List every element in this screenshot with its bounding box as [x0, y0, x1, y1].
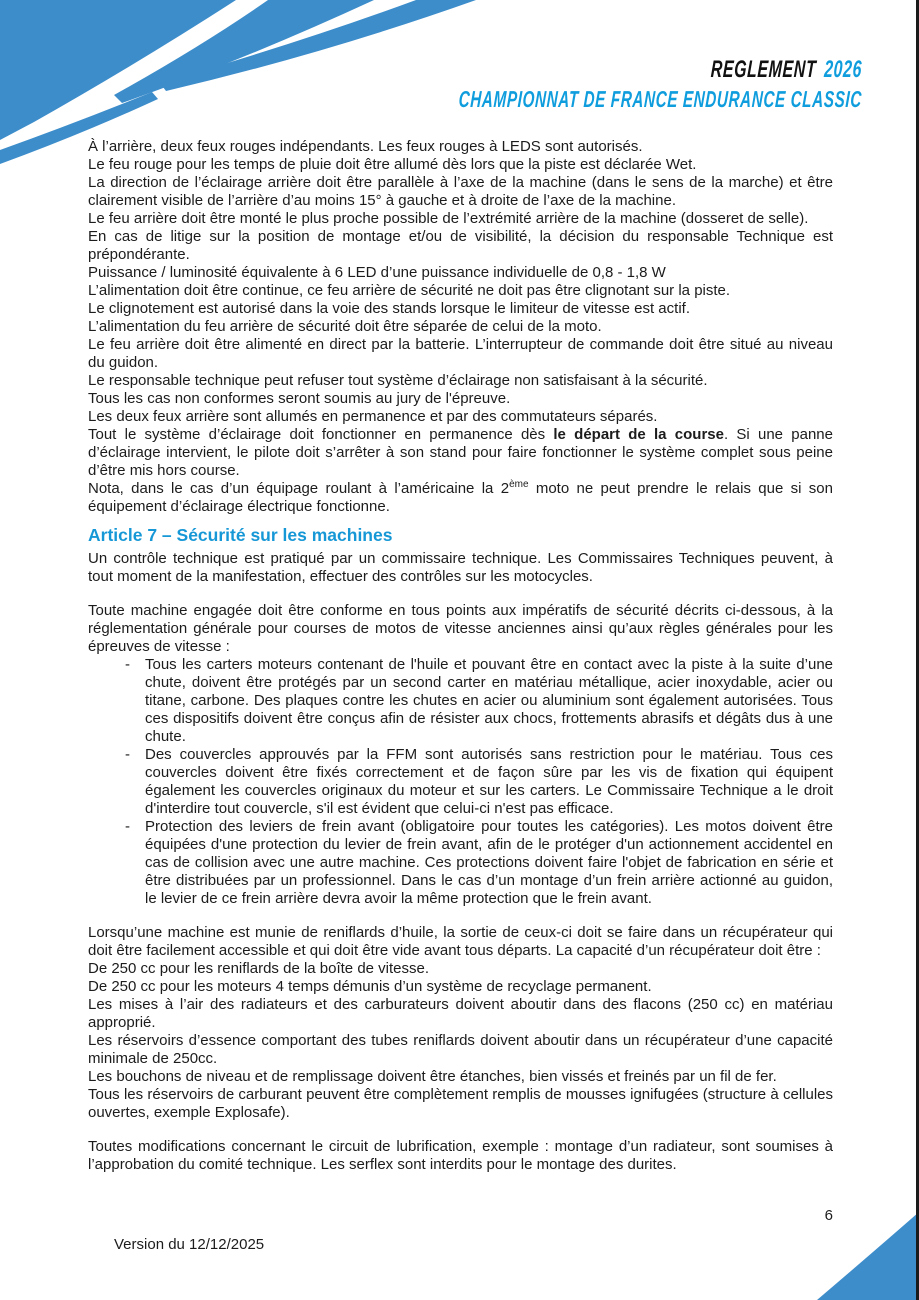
header-title-text: REGLEMENT — [710, 56, 817, 83]
bullet-item — [88, 746, 833, 818]
bullet-list — [88, 656, 833, 908]
bullet-text: Tous les carters moteurs contenant de l'huile et pouvant être en contact avec la piste à la suite d’une chute, doivent être protégés par un second carter en matériau métallique, acier inoxydable, acier ou titane, carbone. Des plaques contre les chutes en acier ou aluminium sont également autorisées. Tous ces dispositifs doivent être conçus afin de résister aux chocs, frottements abrasifs et dégâts dus à une chute. — [145, 656, 833, 745]
header-title — [710, 56, 862, 83]
paragraph: Le feu arrière doit être alimenté en direct par la batterie. L’interrupteur de commande doit être situé au niveau du guidon. — [88, 336, 833, 371]
bullet-item — [88, 656, 833, 746]
header-subtitle: CHAMPIONNAT DE FRANCE ENDURANCE CLASSIC — [458, 86, 863, 112]
bullet-marker: - — [125, 746, 130, 763]
blank-line — [88, 1122, 833, 1138]
bullet-text: Protection des leviers de frein avant (obligatoire pour toutes les catégories). Les motos doivent être équipées d'une protection du levier de frein avant, afin de le protéger d'un actionnement accidentel en cas de collision avec une autre machine. Ces protections doivent faire l'objet de fabrication en série et être distribuées par un professionnel. Dans le cas d’un montage d’un frein arrière actionné au guidon, le levier de ce frein arrière devra avoir la même protection que le frein avant. — [145, 818, 833, 907]
paragraph: Les réservoirs d’essence comportant des tubes reniflards doivent aboutir dans un récupérateur d’une capacité minimale de 250cc. — [88, 1032, 833, 1067]
paragraph: Le feu rouge pour les temps de pluie doit être allumé dès lors que la piste est déclarée Wet. — [88, 156, 697, 173]
paragraph — [88, 426, 833, 480]
header-subtitle-row — [251, 86, 862, 116]
paragraph: Un contrôle technique est pratiqué par un commissaire technique. Les Commissaires Techniques peuvent, à tout moment de la manifestation, effectuer des contrôles sur les motocycles. — [88, 550, 833, 585]
report-header — [251, 56, 862, 116]
corner-triangle-decoration — [817, 1212, 919, 1300]
paragraph-text: moto ne peut prendre le relais que si son équipement d’éclairage électrique fonctionne. — [88, 480, 833, 515]
paragraph-text: . Si une panne d’éclairage intervient, le pilote doit s’arrêter à son stand pour faire fonctionner le système complet sous peine d’être mis hors course. — [88, 426, 833, 479]
document-body — [88, 138, 833, 1174]
paragraph: Le feu arrière doit être monté le plus proche possible de l’extrémité arrière de la machine (dosseret de selle). — [88, 210, 809, 227]
bold-text: le départ de la course — [553, 426, 724, 443]
header-title-row — [251, 56, 862, 86]
paragraph-text: Tout le système d’éclairage doit fonctionner en permanence dès — [88, 426, 554, 443]
paragraph: Les mises à l’air des radiateurs et des carburateurs doivent aboutir dans des flacons (250 cc) en matériau approprié. — [88, 996, 833, 1031]
paragraph: Les deux feux arrière sont allumés en permanence et par des commutateurs séparés. — [88, 408, 658, 425]
bullet-marker: - — [125, 656, 130, 673]
paragraph: Le clignotement est autorisé dans la voie des stands lorsque le limiteur de vitesse est actif. — [88, 300, 690, 317]
bullet-marker: - — [125, 818, 130, 835]
paragraph: Les bouchons de niveau et de remplissage doivent être étanches, bien vissés et freinés par un fil de fer. — [88, 1068, 777, 1085]
paragraph: Lorsqu’une machine est munie de reniflards d’huile, la sortie de ceux-ci doit se faire dans un récupérateur qui doit être facilement accessible et qui doit être vide avant tous départs. La capacité d’un récupérateur doit être : — [88, 924, 833, 959]
article-7-heading: Article 7 – Sécurité sur les machines — [88, 525, 393, 545]
paragraph: Le responsable technique peut refuser tout système d’éclairage non satisfaisant à la sécurité. — [88, 372, 708, 389]
paragraph: Tous les réservoirs de carburant peuvent être complètement remplis de mousses ignifugées (structure à cellules ouvertes, exemple Explosafe). — [88, 1086, 833, 1121]
header-year: 2026 — [823, 56, 863, 83]
bullet-text: Des couvercles approuvés par la FFM sont autorisés sans restriction pour le matériau. Tous ces couvercles doivent être fixés correctement et de façon sûre par les vis de fixation qui équipent également les couvercles originaux du moteur et sur les carters. Le Commissaire Technique a le droit d'interdire tout couvercle, s'il est évident que celui-ci n'est pas efficace. — [145, 746, 833, 817]
paragraph: L’alimentation doit être continue, ce feu arrière de sécurité ne doit pas être clignotant sur la piste. — [88, 282, 731, 299]
blank-line — [88, 908, 833, 924]
paragraph: À l’arrière, deux feux rouges indépendants. Les feux rouges à LEDS sont autorisés. — [88, 138, 643, 155]
paragraph: De 250 cc pour les reniflards de la boîte de vitesse. — [88, 960, 430, 977]
bullet-item — [88, 818, 833, 908]
paragraph: Toutes modifications concernant le circuit de lubrification, exemple : montage d’un radiateur, sont soumises à l’approbation du comité technique. Les serflex sont interdits pour le montage des durites. — [88, 1138, 833, 1173]
paragraph — [88, 480, 833, 516]
superscript-text: ème — [509, 479, 529, 490]
paragraph: Puissance / luminosité équivalente à 6 LED d’une puissance individuelle de 0,8 - 1,8 W — [88, 264, 666, 281]
paragraph: La direction de l’éclairage arrière doit être parallèle à l’axe de la machine (dans le sens de la marche) et être clairement visible de l’arrière d’au moins 15° à gauche et à droite de l’axe de la machine. — [88, 174, 833, 209]
version-label: Version du 12/12/2025 — [114, 1236, 265, 1253]
paragraph: L’alimentation du feu arrière de sécurité doit être séparée de celui de la moto. — [88, 318, 602, 335]
paragraph-text: Nota, dans le cas d’un équipage roulant à l’américaine la 2 — [88, 480, 510, 497]
page-number: 6 — [824, 1207, 833, 1224]
paragraph: Tous les cas non conformes seront soumis au jury de l'épreuve. — [88, 390, 511, 407]
paragraph: Toute machine engagée doit être conforme en tous points aux impératifs de sécurité décrits ci-dessous, à la réglementation générale pour courses de motos de vitesse anciennes ainsi qu’aux règles générales pour les épreuves de vitesse : — [88, 602, 833, 655]
paragraph: De 250 cc pour les moteurs 4 temps démunis d’un système de recyclage permanent. — [88, 978, 652, 995]
paragraph: En cas de litige sur la position de montage et/ou de visibilité, la décision du responsable Technique est prépondérante. — [88, 228, 833, 263]
blank-line — [88, 586, 833, 602]
